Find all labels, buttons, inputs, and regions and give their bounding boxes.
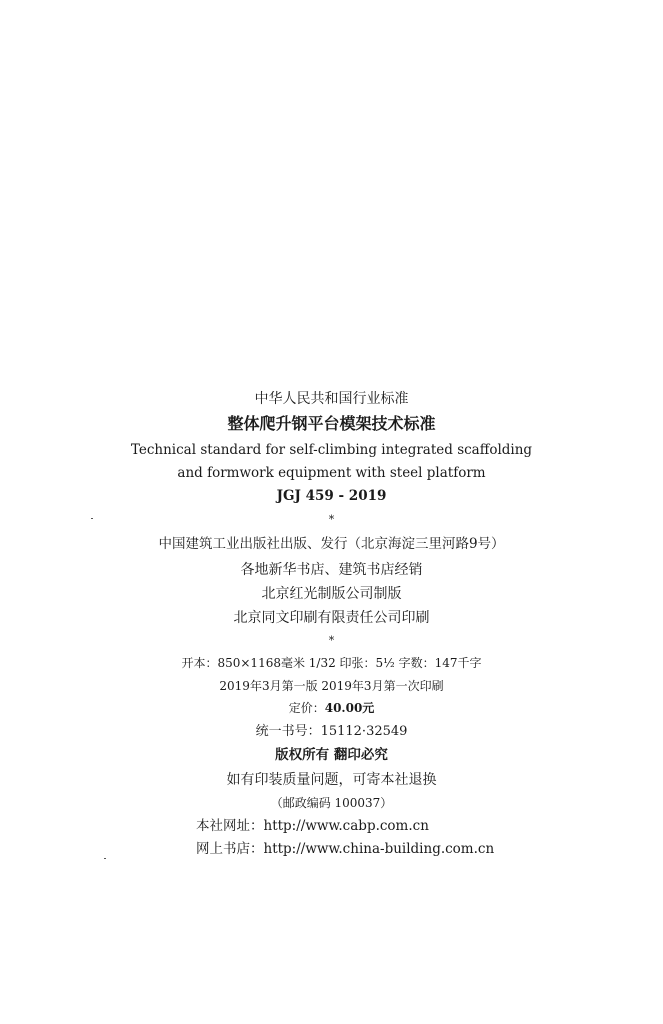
separator-asterisk-2: * <box>328 634 335 647</box>
title-english-line-1: Technical standard for self-climbing integrated scaffolding <box>130 442 533 458</box>
rights-line: 版权所有 翻印必究 <box>275 747 388 763</box>
postcode-line: （邮政编码 100037） <box>270 796 393 810</box>
website-label: 本社网址： <box>196 818 264 834</box>
price-label: 定价： <box>288 701 325 715</box>
price-line <box>0 702 663 714</box>
title-english-line-2: and formwork equipment with steel platform <box>177 465 486 481</box>
website-url: http://www.cabp.com.cn <box>263 818 429 834</box>
quality-notice-line: 如有印装质量问题，可寄本社退换 <box>226 772 437 788</box>
website-line <box>196 820 429 834</box>
price-value: 40.00元 <box>324 701 375 715</box>
standard-code: JGJ 459 - 2019 <box>276 488 387 504</box>
book-number-line: 统一书号：15112·32549 <box>255 724 408 739</box>
title-chinese: 整体爬升钢平台模架技术标准 <box>227 414 436 433</box>
scan-speck <box>104 858 106 859</box>
scan-speck <box>91 518 93 519</box>
printer-line: 北京同文印刷有限责任公司印刷 <box>233 610 430 626</box>
bookstore-line <box>196 843 494 857</box>
distributor-line: 各地新华书店、建筑书店经销 <box>240 562 423 578</box>
separator-asterisk-1: * <box>328 513 335 526</box>
publisher-line: 中国建筑工业出版社出版、发行（北京海淀三里河路9号） <box>158 536 505 552</box>
bookstore-url: http://www.china-building.com.cn <box>263 841 495 857</box>
series-name: 中华人民共和国行业标准 <box>254 391 409 407</box>
bookstore-label: 网上书店： <box>196 841 264 857</box>
plate-maker-line: 北京红光制版公司制版 <box>261 586 402 602</box>
edition-info-line: 2019年3月第一版 2019年3月第一次印刷 <box>219 679 444 693</box>
format-info-line: 开本：850×1168毫米 1/32 印张：5½ 字数：147千字 <box>181 656 482 670</box>
